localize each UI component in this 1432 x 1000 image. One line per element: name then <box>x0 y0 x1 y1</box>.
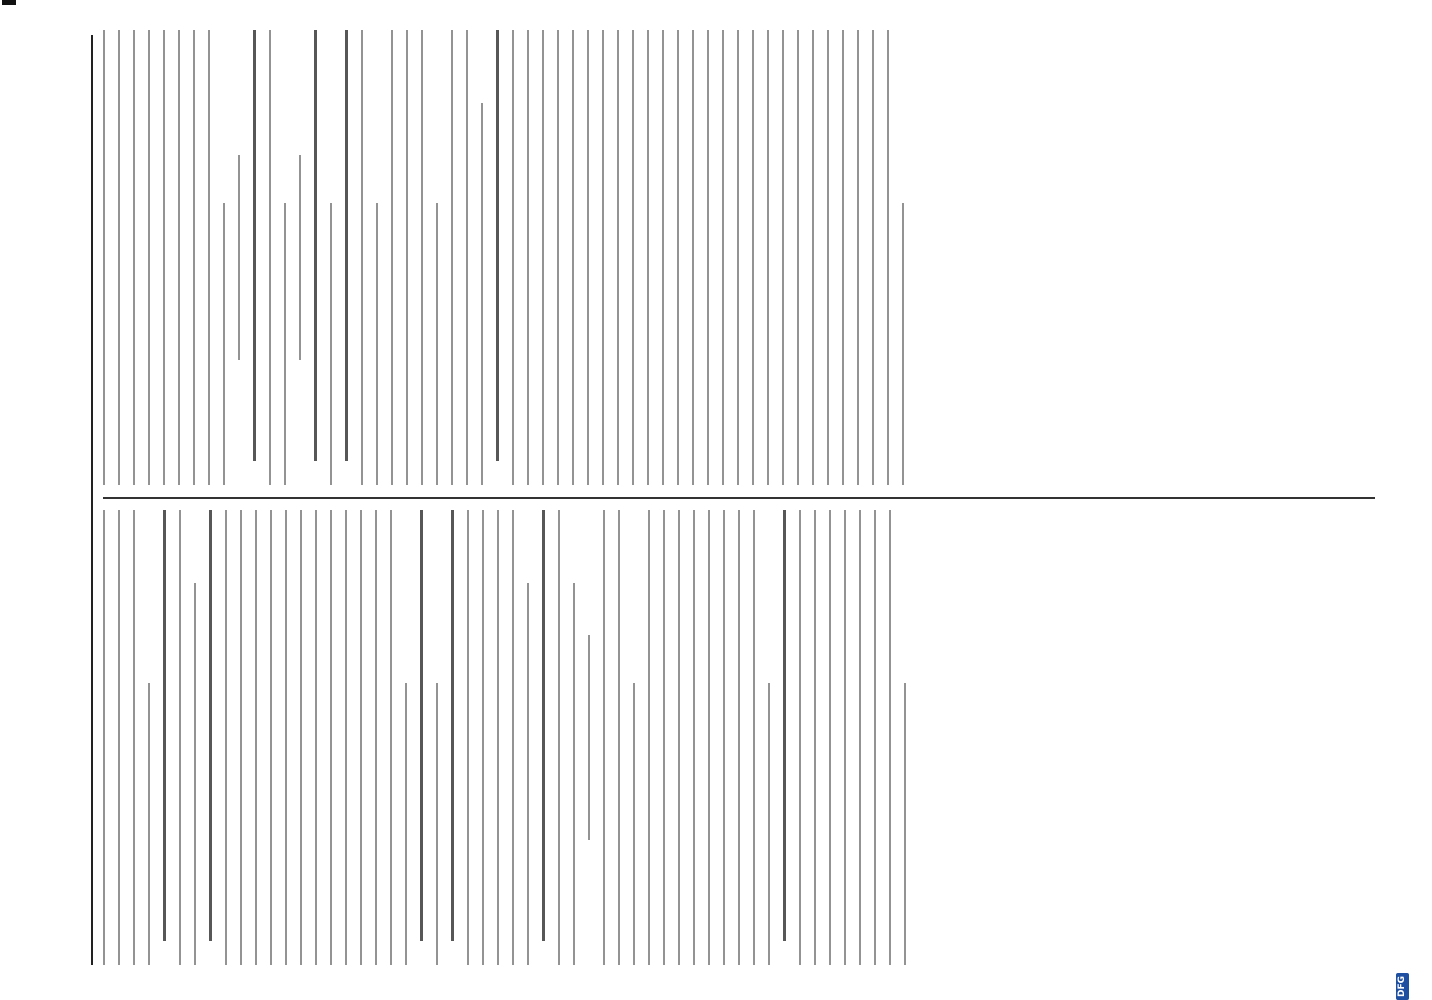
running-header <box>55 35 93 965</box>
text-line <box>782 30 784 485</box>
left-column <box>103 510 1375 965</box>
text-line <box>360 510 362 965</box>
scan-corner-mark <box>2 0 16 5</box>
text-line <box>722 30 724 485</box>
text-line <box>737 30 739 485</box>
text-line <box>376 203 378 485</box>
text-line <box>632 30 634 485</box>
text-line <box>738 510 740 965</box>
speaker-line <box>163 510 166 941</box>
right-column <box>103 30 1375 485</box>
text-line <box>285 510 287 965</box>
text-line <box>812 30 814 485</box>
text-line <box>799 510 801 965</box>
text-line <box>284 203 286 485</box>
text-line <box>633 683 635 965</box>
text-line <box>542 30 544 485</box>
text-line <box>693 510 695 965</box>
text-line <box>647 30 649 485</box>
text-line <box>148 30 150 485</box>
text-line <box>842 30 844 485</box>
text-line <box>208 30 210 485</box>
text-line <box>223 203 225 485</box>
text-line <box>663 510 665 965</box>
text-line <box>512 510 514 965</box>
text-line <box>481 103 483 485</box>
text-line <box>889 510 891 965</box>
text-line <box>527 583 529 965</box>
text-line <box>512 30 514 485</box>
text-line <box>767 30 769 485</box>
text-line <box>103 510 105 965</box>
text-line <box>255 510 257 965</box>
text-line <box>390 510 392 965</box>
text-line <box>708 510 710 965</box>
text-line <box>238 155 240 360</box>
text-line <box>678 510 680 965</box>
speaker-line <box>314 30 317 461</box>
text-line <box>451 30 453 485</box>
text-line <box>902 203 904 485</box>
speaker-line <box>420 510 423 941</box>
text-line <box>587 30 589 485</box>
text-line <box>467 510 469 965</box>
text-line <box>572 30 574 485</box>
text-line <box>361 30 363 485</box>
text-line <box>405 683 407 965</box>
text-line <box>844 510 846 965</box>
text-line <box>466 30 468 485</box>
text-line <box>603 510 605 965</box>
text-line <box>558 510 560 965</box>
speaker-line <box>542 510 545 941</box>
text-line <box>406 30 408 485</box>
text-line <box>829 510 831 965</box>
text-line <box>240 510 242 965</box>
text-line <box>874 510 876 965</box>
text-line <box>299 155 301 360</box>
speaker-line <box>451 510 454 941</box>
text-line <box>557 30 559 485</box>
speaker-line <box>345 30 348 461</box>
text-line <box>814 510 816 965</box>
text-line <box>421 30 423 485</box>
text-line <box>648 510 650 965</box>
speaker-line <box>783 510 786 941</box>
text-line <box>827 30 829 485</box>
digitization-credit <box>1396 973 1409 1000</box>
text-line <box>436 683 438 965</box>
text-line <box>753 510 755 965</box>
text-line <box>887 30 889 485</box>
text-line <box>163 30 165 485</box>
text-line <box>768 683 770 965</box>
text-line <box>118 510 120 965</box>
text-line <box>618 510 620 965</box>
text-line <box>497 510 499 965</box>
rotated-printed-sheet <box>55 15 1385 985</box>
column-divider <box>103 497 1375 499</box>
text-line <box>330 510 332 965</box>
text-line <box>857 30 859 485</box>
text-line <box>269 30 271 485</box>
text-line <box>602 30 604 485</box>
text-line <box>904 683 906 965</box>
text-line <box>133 510 135 965</box>
text-line <box>872 30 874 485</box>
text-line <box>573 583 575 965</box>
text-line <box>315 510 317 965</box>
text-line <box>527 30 529 485</box>
text-line <box>193 30 195 485</box>
dfg-logo-icon: DFG <box>1396 973 1409 1000</box>
speaker-line <box>209 510 212 941</box>
text-line <box>797 30 799 485</box>
text-line <box>225 510 227 965</box>
text-line <box>617 30 619 485</box>
text-line <box>133 30 135 485</box>
text-line <box>588 635 590 840</box>
text-line <box>178 30 180 485</box>
text-line <box>707 30 709 485</box>
speaker-line <box>496 30 499 461</box>
text-line <box>692 30 694 485</box>
text-line <box>436 203 438 485</box>
text-line <box>859 510 861 965</box>
text-line <box>375 510 377 965</box>
speaker-line <box>253 30 256 461</box>
text-line <box>270 510 272 965</box>
text-line <box>194 583 196 965</box>
text-line <box>662 30 664 485</box>
text-line <box>391 30 393 485</box>
text-line <box>103 30 105 485</box>
text-line <box>330 203 332 485</box>
text-line <box>482 510 484 965</box>
text-line <box>723 510 725 965</box>
text-line <box>118 30 120 485</box>
text-line <box>300 510 302 965</box>
text-line <box>677 30 679 485</box>
text-line <box>345 510 347 965</box>
text-line <box>752 30 754 485</box>
text-line <box>148 683 150 965</box>
text-line <box>179 510 181 965</box>
